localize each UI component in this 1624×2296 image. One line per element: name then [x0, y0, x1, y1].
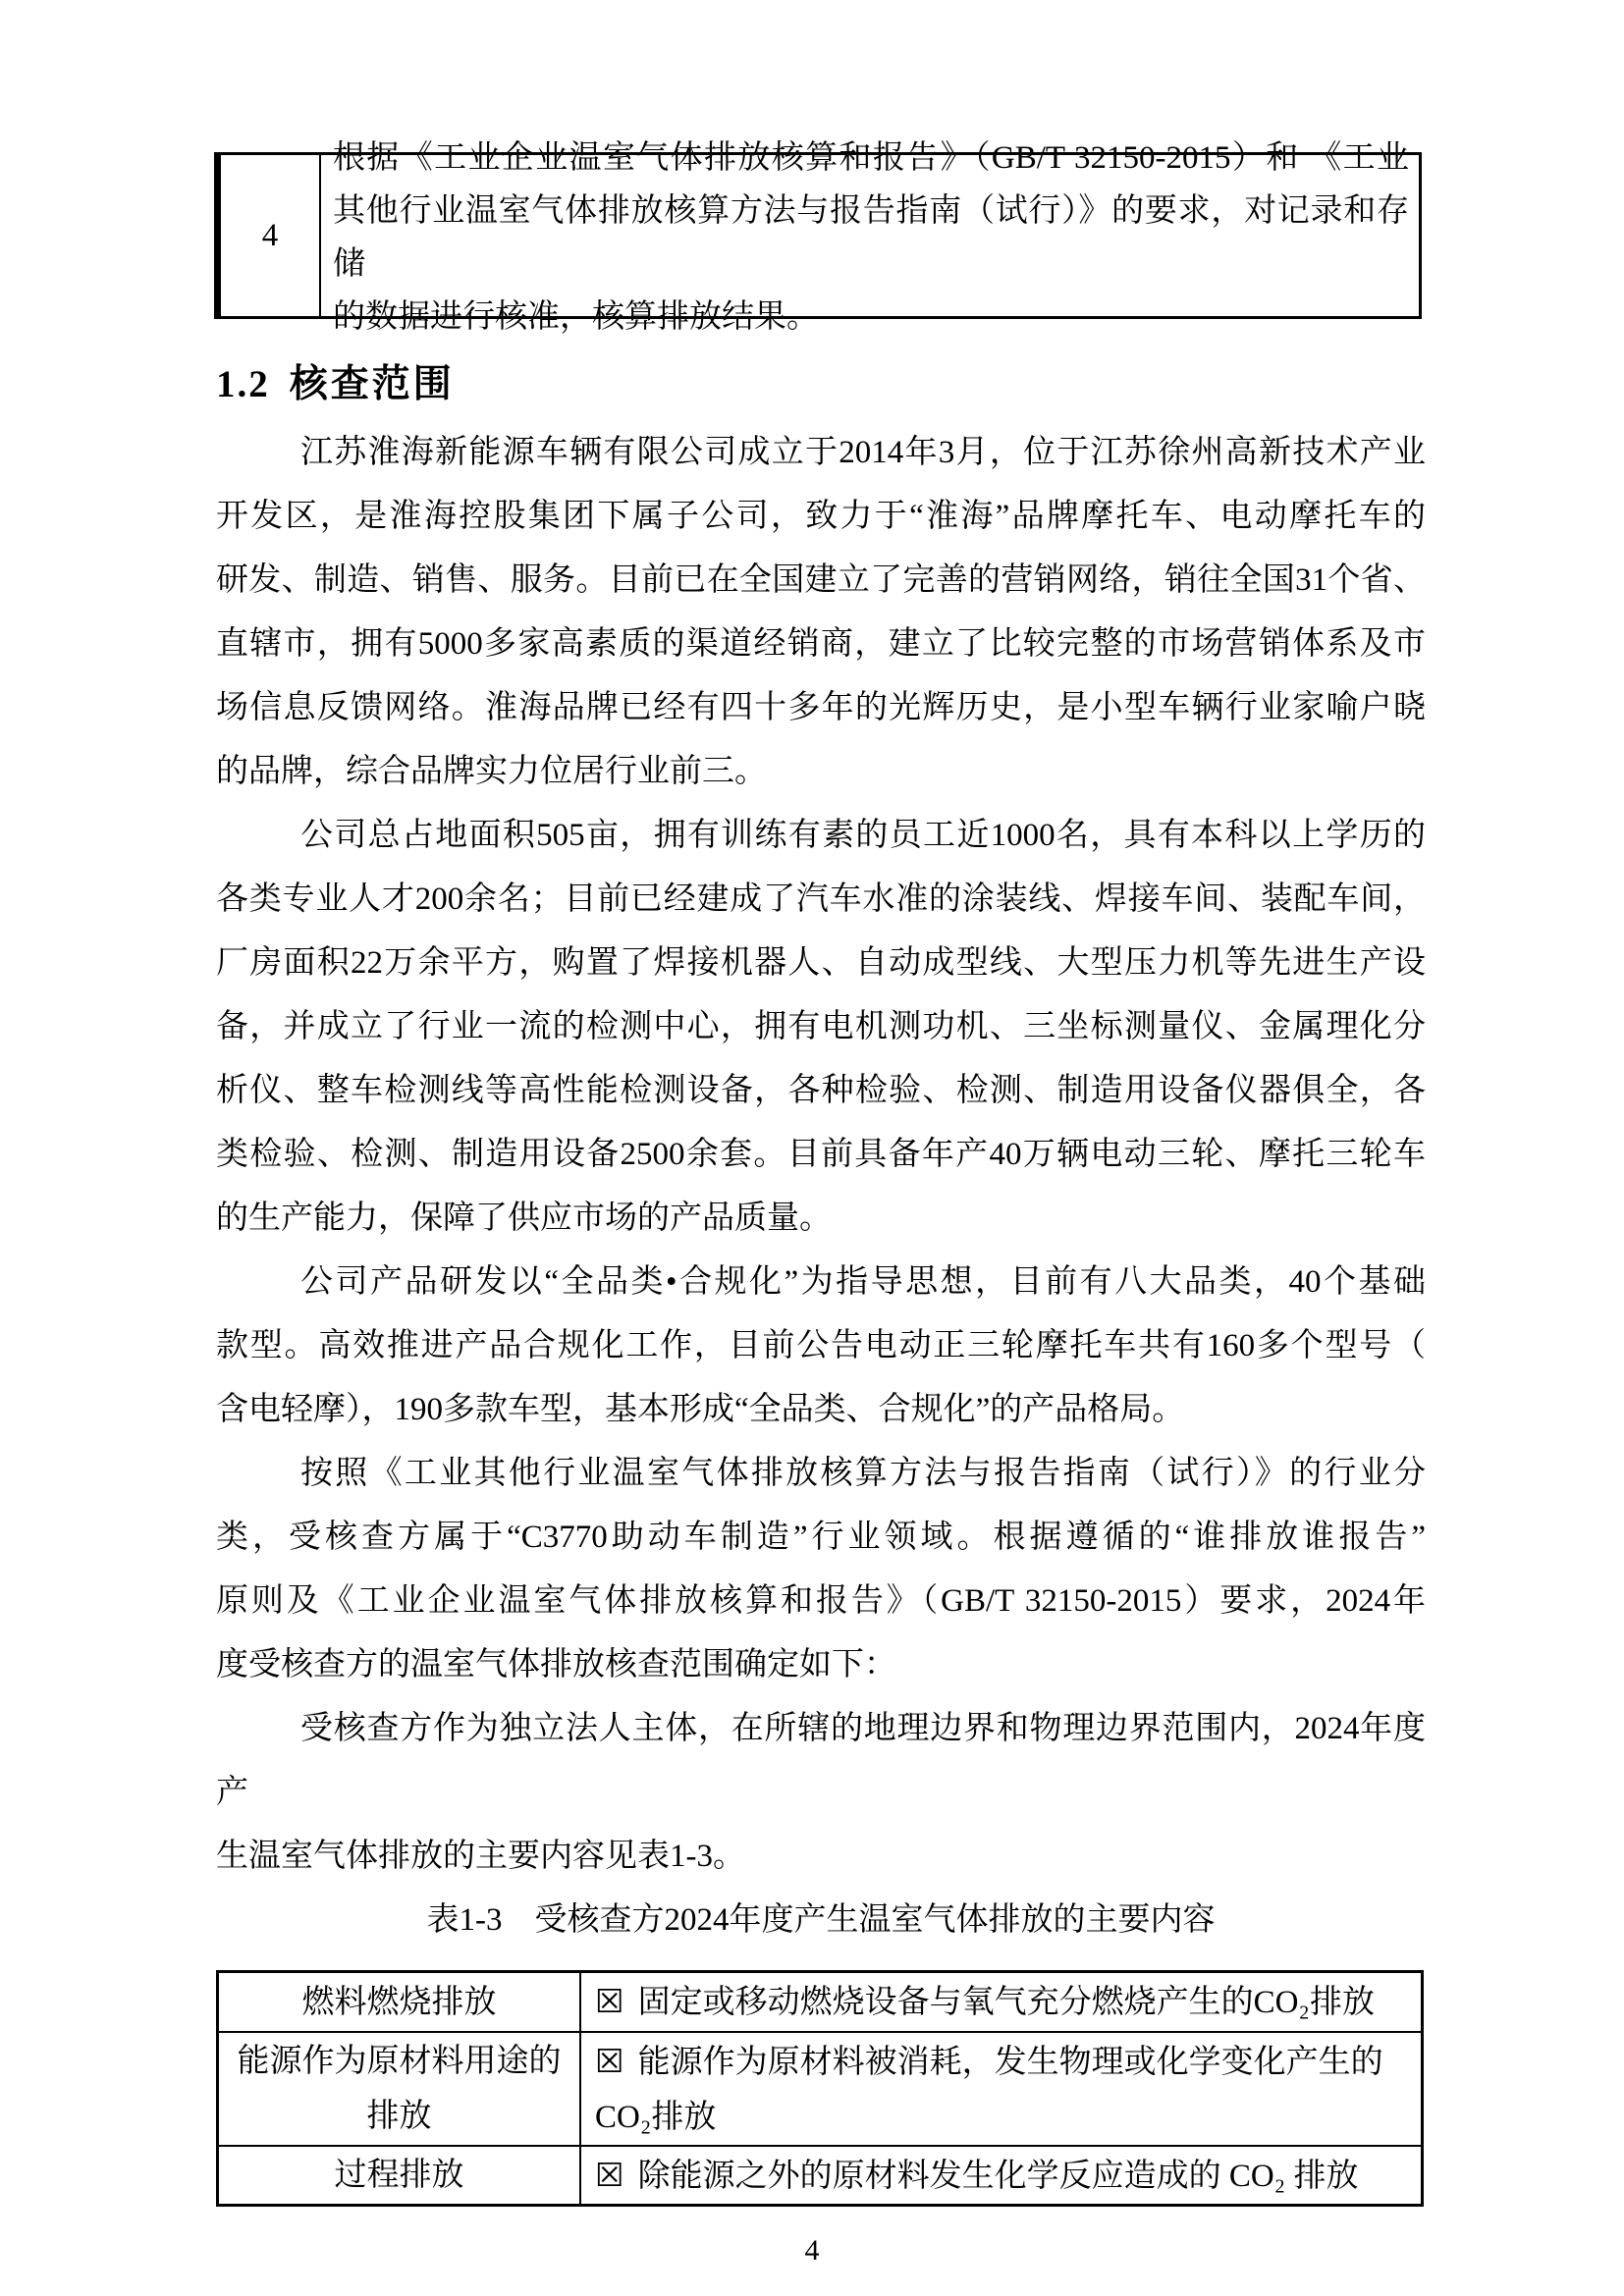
text-line: 析仪、整车检测线等高性能检测设备，各种检验、检测、制造用设备仪器俱全，各 [216, 1073, 1426, 1108]
text-line: 备，并成立了行业一流的检测中心，拥有电机测功机、三坐标测量仪、金属理化分 [216, 1009, 1426, 1044]
text-line: 场信息反馈网络。淮海品牌已经有四十多年的光辉历史，是小型车辆行业家喻户晓 [216, 690, 1426, 725]
verification-steps-table [214, 139, 1422, 335]
table-row-text [321, 139, 1419, 335]
emissions-table [216, 1970, 1424, 2207]
text-line: 研发、制造、销售、服务。目前已在全国建立了完善的营销网络，销往全国31个省、 [216, 562, 1426, 598]
text-line: 含电轻摩），190多款车型，基本形成“全品类、合规化”的产品格局。 [216, 1392, 1185, 1427]
text-line: 类检验、检测、制造用设备2500余套。目前具备年产40万辆电动三轮、摩托三轮车 [216, 1137, 1426, 1172]
section-heading [216, 353, 455, 408]
text-line: 的生产能力，保障了供应市场的产品质量。 [216, 1201, 832, 1236]
table-row-number: 4 [221, 155, 321, 316]
table-row-fuel-combustion [219, 1973, 1421, 2033]
emission-category-cell: 燃料燃烧排放 [219, 1973, 581, 2031]
section-number: 1.2 [216, 363, 270, 405]
emission-description-cell [581, 1973, 1421, 2031]
checked-checkbox-icon: ☒ [595, 2041, 624, 2080]
text-line: 公司产品研发以“全品类•合规化”为指导思想，目前有八大品类，40个基础 [300, 1264, 1426, 1300]
text-line: 生温室气体排放的主要内容见表1-3。 [216, 1839, 745, 1874]
table-caption: 表1-3 受核查方2024年度产生温室气体排放的主要内容 [426, 1902, 1216, 1938]
text-line: 受核查方作为独立法人主体，在所辖的地理边界和物理边界范围内，2024年度产 [216, 1711, 1426, 1810]
text-line: 各类专业人才200余名；目前已经建成了汽车水准的涂装线、焊接车间、装配车间， [216, 881, 1426, 917]
paragraph-industry-classification [216, 1442, 1426, 1697]
text-line: 其他行业温室气体排放核算方法与报告指南（试行）》的要求，对记录和存储 [333, 192, 1409, 282]
text-line: 原则及《工业企业温室气体排放核算和报告》（GB/T 32150-2015）要求，2024年 [216, 1583, 1426, 1619]
text-line: 按照《工业其他行业温室气体排放核算方法与报告指南（试行）》的行业分 [300, 1456, 1426, 1491]
table-row-process-emission [219, 2147, 1421, 2204]
text-line: 厂房面积22万余平方，购置了焊接机器人、自动成型线、大型压力机等先进生产设 [216, 945, 1426, 981]
paragraph-verification-boundary [216, 1697, 1426, 1889]
text-line: 类，受核查方属于“C3770助动车制造”行业领域。根据遵循的“谁排放谁报告” [216, 1520, 1426, 1555]
emission-description-cell [581, 2033, 1421, 2145]
table-row-energy-as-raw-material [219, 2033, 1421, 2147]
text-line: 江苏淮海新能源车辆有限公司成立于2014年3月，位于江苏徐州高新技术产业 [300, 435, 1426, 470]
body-text [216, 421, 1426, 2207]
text-line: 开发区，是淮海控股集团下属子公司，致力于“淮海”品牌摩托车、电动摩托车的 [216, 499, 1426, 534]
page-number: 4 [804, 2234, 820, 2267]
text-line: 款型。高效推进产品合规化工作，目前公告电动正三轮摩托车共有160多个型号（ [216, 1328, 1427, 1363]
text-line: 公司总占地面积505亩，拥有训练有素的员工近1000名，具有本科以上学历的 [300, 818, 1426, 853]
paragraph-product-development [216, 1251, 1426, 1442]
text-line: 直辖市，拥有5000多家高素质的渠道经销商，建立了比较完整的市场营销体系及市 [216, 626, 1426, 662]
emission-description-text: 除能源之外的原材料发生化学反应造成的 CO₂ 排放 [637, 2158, 1359, 2194]
section-title: 核查范围 [289, 363, 455, 405]
checked-checkbox-icon: ☒ [595, 1982, 624, 2020]
text-line: 根据《工业企业温室气体排放核算和报告》（GB/T 32150-2015）和 《工业 [333, 139, 1409, 176]
emission-description-text: 固定或移动燃烧设备与氧气充分燃烧产生的CO₂排放 [637, 1985, 1375, 2020]
emission-category-cell: 过程排放 [219, 2147, 581, 2204]
emission-description-cell [581, 2147, 1421, 2204]
emission-category-cell: 能源作为原材料用途的排放 [219, 2033, 581, 2145]
text-line: 的数据进行核准，核算排放结果。 [333, 298, 819, 335]
paragraph-company-capacity [216, 804, 1426, 1251]
text-line: 度受核查方的温室气体排放核查范围确定如下： [216, 1647, 896, 1682]
checked-checkbox-icon: ☒ [595, 2155, 624, 2194]
emission-description-text: 能源作为原材料被消耗，发生物理或化学变化产生的CO₂排放 [595, 2044, 1383, 2135]
paragraph-company-intro [216, 421, 1426, 804]
text-line: 的品牌，综合品牌实力位居行业前三。 [216, 754, 767, 789]
